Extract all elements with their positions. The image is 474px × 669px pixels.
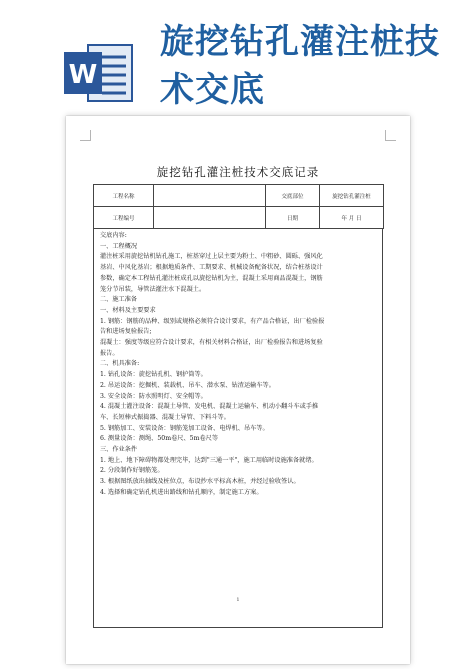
- content-line: 5. 钢筋加工、安装设备：钢筋笼加工设备、电焊机、吊车等。: [100, 424, 269, 432]
- crop-mark-top-left: [80, 130, 91, 141]
- page-title: [160, 18, 460, 114]
- content-line: 交底内容:: [100, 232, 127, 239]
- info-table: [93, 184, 384, 229]
- content-line: 三、作业条件: [100, 446, 138, 454]
- document-page: [66, 116, 410, 664]
- content-line: 6. 测量设备：测绳、50m卷尺、5m卷尺等: [100, 435, 219, 443]
- content-line: 二、机具准备:: [100, 360, 140, 368]
- table-cell: 交底部位: [266, 185, 320, 207]
- page-number: 1: [236, 597, 240, 603]
- content-line: 1. 钢筋：钢筋的品种、级别或规格必须符合设计要求，有产品合格证，出厂检验报: [100, 317, 325, 325]
- crop-mark-top-right: [385, 130, 396, 141]
- preview-banner: [0, 0, 474, 112]
- content-line: 灌注桩采用旋挖钻机钻孔施工，桩基穿过上层主要为粉土、中粗砂、圆砾、强风化: [100, 253, 323, 261]
- content-line: 一、材料及主要要求: [100, 306, 156, 314]
- table-row: [94, 207, 384, 229]
- svg-text:W: W: [68, 60, 98, 90]
- table-cell: 工程名称: [94, 185, 154, 207]
- document-title: 旋挖钻孔灌注桩技术交底记录: [156, 165, 320, 179]
- content-line: 二、施工准备: [100, 296, 138, 304]
- content-line: 3. 根据图纸放出轴线及桩位点，布设抄水平标高木桩，并经过验收签认。: [100, 478, 300, 486]
- disclosure-content: [93, 228, 383, 628]
- table-cell: 工程编号: [94, 207, 154, 229]
- table-cell: 年 月 日: [320, 207, 384, 229]
- content-line: 2. 吊运设备：挖掘机、装载机、吊车、潜水泵、钻渣运输车等。: [100, 381, 275, 389]
- table-cell: [154, 185, 266, 207]
- page-title-line-1: 旋挖钻孔灌注桩技: [160, 22, 440, 62]
- content-line: 一、工程概况: [100, 242, 138, 250]
- table-row: [94, 185, 384, 207]
- content-line: 笼分节吊装，导管法灌注水下混凝土。: [100, 285, 206, 293]
- table-cell: 日期: [266, 207, 320, 229]
- word-document-icon: [62, 42, 134, 104]
- content-line: 1. 钻孔设备：旋挖钻孔机、钢护筒等。: [100, 371, 207, 379]
- content-line: 基岩、中风化基岩；根据地质条件、工期要求、机械设备配备状况，结合桩基设计: [100, 264, 323, 272]
- table-cell: 旋挖钻孔灌注桩: [320, 185, 384, 207]
- page-title-line-2: 术交底: [160, 70, 265, 110]
- content-line: 4. 混凝土灌注设备：混凝土导管、发电机、混凝土运输车、机动小翻斗车或手推: [100, 403, 319, 411]
- content-line: 混凝土：强度等级应符合设计要求，有相关材料合格证，出厂检验报告和进场复验: [100, 339, 323, 347]
- content-line: 车、长短棒式振捣器、混凝土导管、下料斗等。: [100, 413, 230, 421]
- content-line: 告和进场复验报告;: [100, 328, 152, 336]
- content-line: 参数，确定本工程钻孔灌注桩成孔以旋挖钻机为主，混凝土采用商品混凝土，钢筋: [100, 274, 323, 282]
- content-line: 报告。: [100, 349, 119, 357]
- content-line: 4. 选择和确定钻孔机进出路线和钻孔顺序，制定施工方案。: [100, 488, 263, 496]
- content-line: 1. 地上、地下障碍物都处理完毕，达到"三通一平"，施工用临时设施准备就绪。: [100, 456, 318, 464]
- table-cell: [154, 207, 266, 229]
- content-line: 3. 安全设备：防水照明灯、安全帽等。: [100, 392, 207, 400]
- content-line: 2. 分段制作好钢筋笼。: [100, 467, 164, 475]
